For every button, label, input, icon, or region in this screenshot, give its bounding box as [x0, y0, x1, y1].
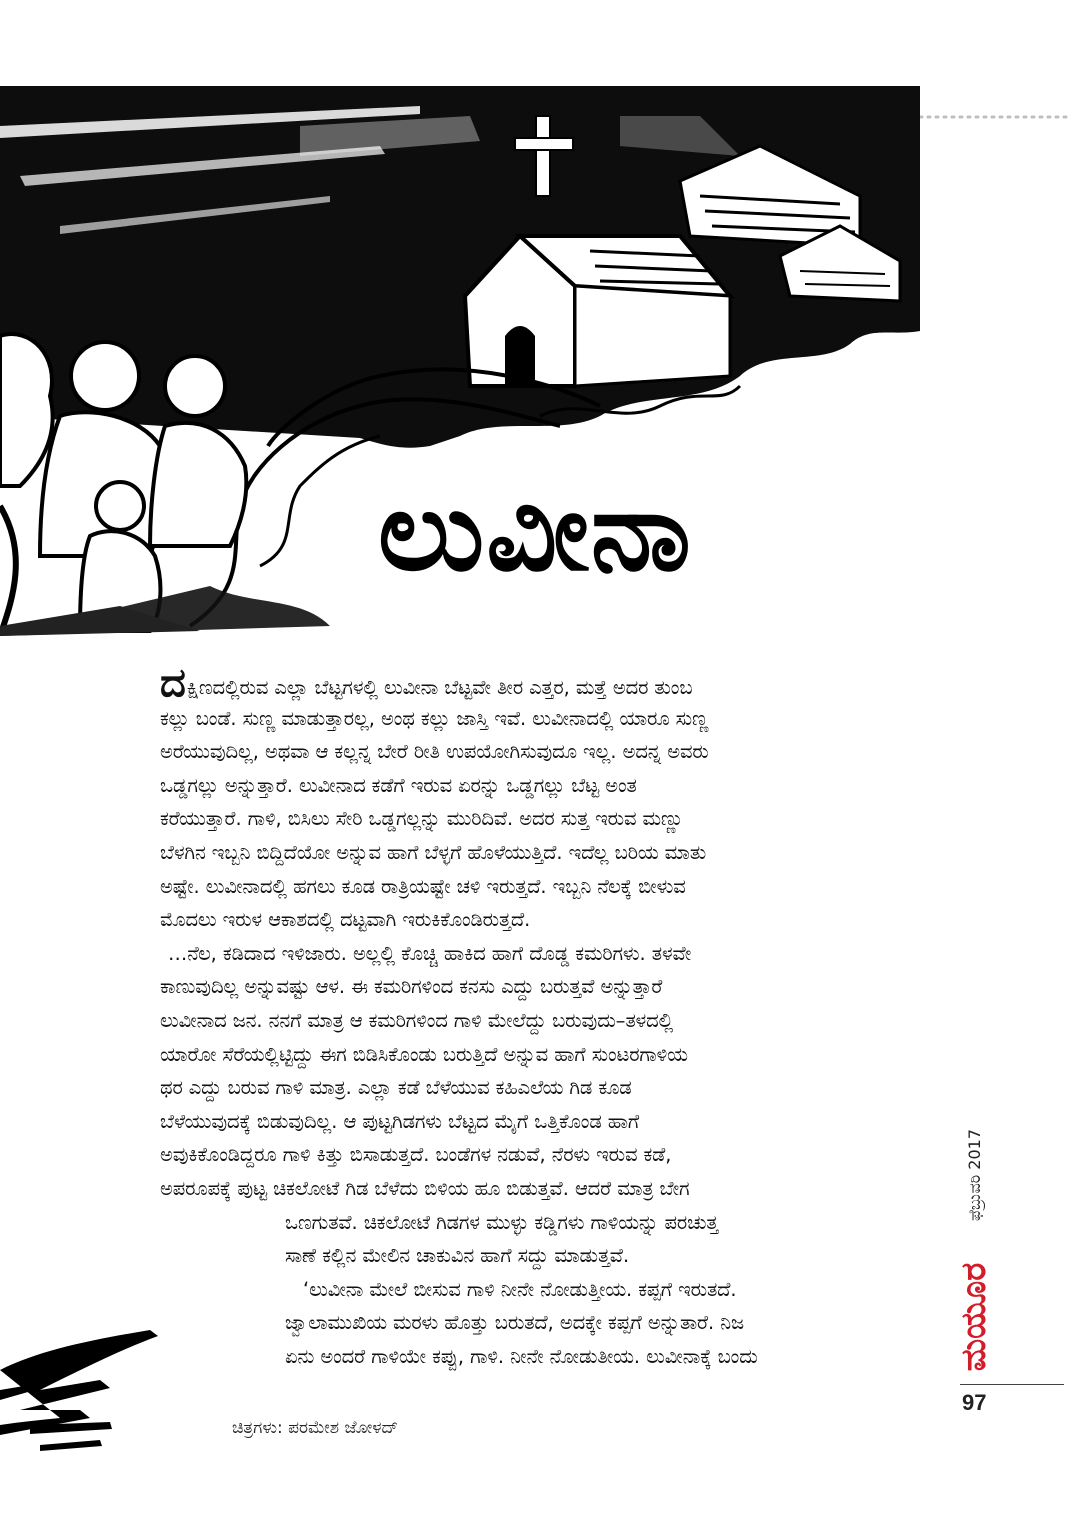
body-line: ಸಾಣೆ ಕಲ್ಲಿನ ಮೇಲಿನ ಚಾಕುವಿನ ಹಾಗೆ ಸದ್ದು ಮಾಡುತ್ತವೆ. — [285, 1244, 630, 1268]
body-line-text: ಕ್ಷಿಣದಲ್ಲಿರುವ ಎಲ್ಲಾ ಬೆಟ್ಟಗಳಲ್ಲಿ ಲುವೀನಾ ಬೆಟ್ಟವೇ ತೀರ ಎತ್ತರ, ಮತ್ತೆ ಅದರ ತುಂಬ — [186, 676, 693, 699]
body-line: ಕಲ್ಲು ಬಂಡೆ. ಸುಣ್ಣ ಮಾಡುತ್ತಾರಲ್ಲ, ಅಂಥ ಕಲ್ಲು ಜಾಸ್ತಿ ಇವೆ. ಲುವೀನಾದಲ್ಲಿ ಯಾರೂ ಸುಣ್ಣ — [160, 706, 709, 730]
body-line: ಒಣಗುತವೆ. ಚಿಕಲೋಟೆ ಗಿಡಗಳ ಮುಳ್ಳು ಕಡ್ಡಿಗಳು ಗಾಳಿಯನ್ನು ಪರಚುತ್ತ — [285, 1210, 719, 1234]
body-line: ಬೆಳೆಯುವುದಕ್ಕೆ ಬಿಡುವುದಿಲ್ಲ. ಆ ಪುಟ್ಟಗಿಡಗಳು ಬೆಟ್ಟದ ಮೈಗೆ ಒತ್ತಿಕೊಂಡ ಹಾಗೆ — [160, 1109, 640, 1133]
body-line: ಅವುಕಿಕೊಂಡಿದ್ದರೂ ಗಾಳಿ ಕಿತ್ತು ಬಿಸಾಡುತ್ತದೆ. ಬಂಡೆಗಳ ನಡುವೆ, ನೆರಳು ಇರುವ ಕಡೆ, — [160, 1143, 672, 1167]
body-line: ಲುವೀನಾದ ಜನ. ನನಗೆ ಮಾತ್ರ ಆ ಕಮರಿಗಳಿಂದ ಗಾಳಿ ಮೇಲೆದ್ದು ಬರುವುದು–ತಳದಲ್ಲಿ — [160, 1008, 674, 1032]
body-line: ಥರ ಎದ್ದು ಬರುವ ಗಾಳಿ ಮಾತ್ರ. ಎಲ್ಲಾ ಕಡೆ ಬೆಳೆಯುವ ಕಹಿಎಲೆಯ ಗಿಡ ಕೂಡ — [160, 1076, 632, 1100]
body-line — [160, 1273, 912, 1307]
body-line: ಏನು ಅಂದರೆ ಗಾಳಿಯೇ ಕಪ್ಪು, ಗಾಳಿ. ನೀನೇ ನೋಡುತೀಯ. ಲುವೀನಾಕ್ಕೆ ಬಂದು — [285, 1344, 758, 1368]
magazine-brand — [944, 1262, 1004, 1372]
brush-stroke-decoration — [0, 1330, 180, 1480]
body-line: ಅರೆಯುವುದಿಲ್ಲ, ಅಥವಾ ಆ ಕಲ್ಲನ್ನ ಬೇರೆ ರೀತಿ ಉಪಯೋಗಿಸುವುದೂ ಇಲ್ಲ. ಅದನ್ನ ಅವರು — [160, 740, 709, 764]
issue-date — [960, 1100, 990, 1250]
body-line-text: ‘ಲುವೀನಾ ಮೇಲೆ ಬೀಸುವ ಗಾಳಿ ನೀನೇ ನೋಡುತ್ತೀಯ. ಕಪ್ಪಗೆ ಇರುತದೆ. — [303, 1277, 737, 1301]
illustration-credit: ಚಿತ್ರಗಳು: ಪರಮೇಶ ಜೋಳದ್ — [232, 1418, 399, 1438]
body-line — [160, 668, 912, 702]
body-line: ಅಪರೂಪಕ್ಕೆ ಪುಟ್ಟ ಚಿಕಲೋಟೆ ಗಿಡ ಬೆಳೆದು ಬಿಳಿಯ ಹೂ ಬಿಡುತ್ತವೆ. ಆದರೆ ಮಾತ್ರ ಬೇಗ — [160, 1176, 690, 1200]
body-line — [160, 937, 912, 971]
body-line: ಕರೆಯುತ್ತಾರೆ. ಗಾಳಿ, ಬಿಸಿಲು ಸೇರಿ ಒಡ್ಡಗಲ್ಲನ್ನು ಮುರಿದಿವೆ. ಅದರ ಸುತ್ತ ಇರುವ ಮಣ್ಣು — [160, 807, 684, 831]
magazine-brand-text: ಮಯೂರ — [954, 1262, 994, 1372]
body-line: ಯಾರೋ ಸೆರೆಯಲ್ಲಿಟ್ಟಿದ್ದು ಈಗ ಬಿಡಿಸಿಕೊಂಡು ಬರುತ್ತಿದೆ ಅನ್ನುವ ಹಾಗೆ ಸುಂಟರಗಾಳಿಯ — [160, 1042, 688, 1066]
drop-cap: ದ — [160, 668, 186, 702]
body-line: ಮೊದಲು ಇರುಳ ಆಕಾಶದಲ್ಲಿ ದಟ್ಟವಾಗಿ ಇರುಕಿಕೊಂಡಿರುತ್ತದೆ. — [160, 908, 531, 932]
page-number: 97 — [962, 1390, 987, 1415]
issue-date-text: ಫೆಬ್ರುವರಿ 2017 — [965, 1128, 984, 1222]
body-line: ಅಷ್ಟೇ. ಲುವೀನಾದಲ್ಲಿ ಹಗಲು ಕೂಡ ರಾತ್ರಿಯಷ್ಟೇ ಚಳಿ ಇರುತ್ತದೆ. ಇಬ್ಬನಿ ನೆಲಕ್ಕೆ ಬೀಳುವ — [160, 874, 686, 898]
body-line: ಬೆಳಗಿನ ಇಬ್ಬನಿ ಬಿದ್ದಿದೆಯೋ ಅನ್ನುವ ಹಾಗೆ ಬೆಳ್ಳಗೆ ಹೊಳೆಯುತ್ತಿದೆ. ಇದೆಲ್ಲ ಬರಿಯ ಮಾತು — [160, 840, 707, 864]
story-body — [160, 668, 912, 1373]
body-line: ಒಡ್ಡಗಲ್ಲು ಅನ್ನುತ್ತಾರೆ. ಲುವೀನಾದ ಕಡೆಗೆ ಇರುವ ಏರನ್ನು ಒಡ್ಡಗಲ್ಲು ಬೆಟ್ಟ ಅಂತ — [160, 773, 637, 797]
body-line-text: …ನೆಲ, ಕಡಿದಾದ ಇಳಿಜಾರು. ಅಲ್ಲಲ್ಲಿ ಕೊಚ್ಚಿ ಹಾಕಿದ ಹಾಗೆ ದೊಡ್ಡ ಕಮರಿಗಳು. ತಳವೇ — [168, 941, 692, 965]
body-line: ಕಾಣುವುದಿಲ್ಲ ಅನ್ನುವಷ್ಟು ಆಳ. ಈ ಕಮರಿಗಳಿಂದ ಕನಸು ಎದ್ದು ಬರುತ್ತವೆ ಅನ್ನುತ್ತಾರೆ — [160, 975, 663, 999]
page-number-rule — [960, 1384, 1064, 1385]
story-title: ಲುವೀನಾ — [378, 467, 693, 595]
body-line: ಜ್ವಾಲಾಮುಖಿಯ ಮರಳು ಹೊತ್ತು ಬರುತದೆ, ಅದಕ್ಕೇ ಕಪ್ಪಗೆ ಅನ್ನುತಾರೆ. ನಿಜ — [285, 1311, 744, 1335]
